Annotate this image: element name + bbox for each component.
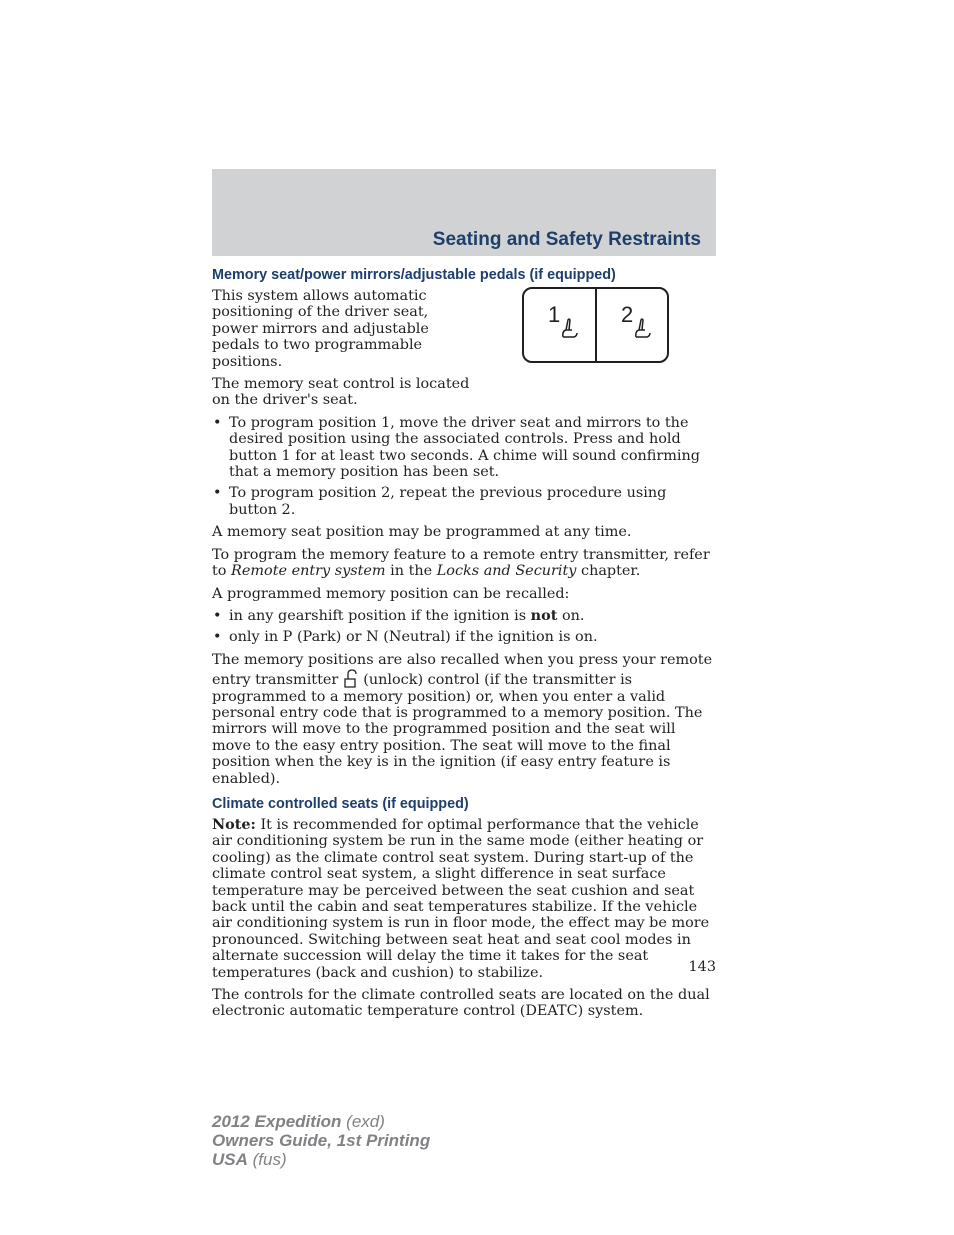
memory-seat-buttons-figure (522, 287, 669, 363)
memory-button-2 (597, 289, 668, 361)
intro-paragraph-2: The memory seat control is located on the driver's seat. (212, 376, 470, 409)
remote-entry-paragraph: To program the memory feature to a remote entry transmitter, refer to Remote entry system in the Locks and Security chapter. (212, 546, 710, 580)
footer-line-2: Owners Guide, 1st Printing (212, 1131, 431, 1150)
section-title: Seating and Safety Restraints (432, 229, 701, 250)
list-item: • To program position 1, move the driver seat and mirrors to the desired position using the associated controls. Press and hold button 1 for at least two seconds. A chime will sound confirming that a memory position has been set. (213, 414, 700, 481)
controls-paragraph: The controls for the climate controlled seats are located on the dual electronic automatic temperature control (DEATC) system. (212, 987, 710, 1020)
transmitter-paragraph: The memory positions are also recalled when you press your remote entry transmitter (unlock) control (if the transmitter is programmed to a memory position) or, when you enter a valid personal entry code that is programmed to a memory position. The mirrors will move to the programmed position and the seat will move to the easy entry position. The seat will move to the final position when the key is in the ignition (if easy entry feature is enabled). (212, 651, 713, 787)
bullet-icon: • (213, 485, 222, 502)
list-item: • To program position 2, repeat the previous procedure using button 2. (213, 485, 667, 518)
memory-button-1 (524, 289, 595, 361)
bullet-icon: • (213, 629, 222, 646)
memory-seat-heading: Memory seat/power mirrors/adjustable pedals (if equipped) (212, 267, 616, 283)
document-footer (212, 1112, 430, 1169)
footer-line-1: 2012 Expedition (exd) (212, 1112, 385, 1131)
note-paragraph: Note: It is recommended for optimal performance that the vehicle air conditioning system be run in the same mode (either heating or cooling) as the climate control seat system. During start-up of the climate control seat system, a slight difference in seat surface temperature may be perceived between the seat cushion and seat back until the cabin and seat temperatures stabilize. If the vehicle air conditioning system is run in floor mode, the effect may be more pronounced. Switching between seat heat and seat cool modes in alternate succession will delay the time it takes for the seat temperatures (back and cushion) to stabilize. (212, 815, 710, 981)
bullet-icon: • (213, 414, 222, 431)
intro-paragraph-1: This system allows automatic positioning of the driver seat, power mirrors and adjustable pedals to two programmable positions. (212, 288, 429, 370)
list-item: • in any gearshift position if the ignition is not on. (213, 606, 585, 624)
memory-button-2-label: 2 (621, 302, 634, 327)
climate-seats-heading: Climate controlled seats (if equipped) (212, 795, 469, 812)
section-header-band (212, 169, 716, 256)
program-bullet-list (212, 415, 716, 518)
memory-button-1-label: 1 (548, 302, 561, 327)
note-label: Note: (212, 815, 256, 833)
bullet-icon: • (213, 607, 222, 624)
footer-line-3: USA (fus) (212, 1150, 287, 1169)
page-content (212, 266, 716, 1026)
remote-entry-reference: Remote entry system (231, 563, 386, 580)
locks-security-reference: Locks and Security (436, 563, 577, 580)
intro-block (212, 288, 716, 409)
recall-bullet-list (212, 608, 716, 646)
seat-icon (633, 317, 653, 341)
any-time-paragraph: A memory seat position may be programmed at any time. (212, 524, 632, 541)
seat-icon (560, 317, 580, 341)
unlock-icon (341, 668, 359, 688)
recall-intro-paragraph: A programmed memory position can be recalled: (212, 585, 570, 602)
list-item: • only in P (Park) or N (Neutral) if the ignition is on. (213, 629, 598, 646)
page-number: 143 (688, 959, 716, 975)
